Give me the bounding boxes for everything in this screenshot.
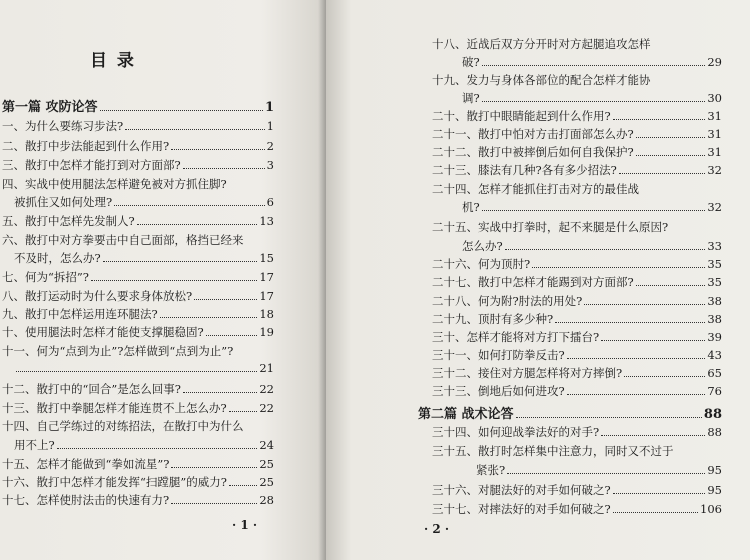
toc-entry: 三十、怎样才能将对方打下擂台? 39: [432, 330, 722, 344]
toc-entry-continuation: 机? 32: [462, 200, 722, 214]
toc-entry: 七、何为“拆招”? 17: [2, 270, 274, 284]
toc-entry-continuation: 被抓住又如何处理? 6: [14, 195, 274, 209]
toc-entry-continuation: 用不上? 24: [14, 438, 274, 452]
toc-entry-continuation: 调? 30: [462, 91, 722, 105]
toc-entry: 二十二、散打中被摔倒后如何自我保护? 31: [432, 145, 722, 159]
toc-entry: 十、使用腿法时怎样才能使支撑腿稳固? 19: [2, 325, 274, 339]
toc-entry: 三十二、接住对方腿怎样将对方摔倒? 65: [432, 366, 722, 380]
toc-entry: 二十八、何为附?肘法的用处? 38: [432, 294, 722, 308]
toc-entry: 三十三、倒地后如何进攻? 76: [432, 384, 722, 398]
toc-entry: 十九、发力与身体各部位的配合怎样才能协: [432, 73, 651, 87]
toc-entry: 二十九、顶肘有多少种? 38: [432, 312, 722, 326]
page-number: · 1 ·: [232, 518, 258, 532]
toc-entry: 六、散打中对方拳要击中自己面部，格挡已经来: [2, 233, 244, 247]
toc-entry: 十二、散打中的“回合”是怎么回事? 22: [2, 382, 274, 396]
toc-entry-continuation: 紧张? 95: [476, 463, 722, 477]
toc-entry: 十七、怎样使肘法击的快速有力? 28: [2, 493, 274, 507]
toc-entry: 四、实战中使用腿法怎样避免被对方抓住脚?: [2, 177, 227, 191]
toc-entry: 二十五、实战中打拳时，起不来腿是什么原因?: [432, 220, 669, 234]
toc-entry: 十三、散打中拳腿怎样才能连贯不上怎么办? 22: [2, 401, 274, 415]
page-number: · 2 ·: [424, 522, 450, 536]
toc-entry: 二十一、散打中怕对方击打面部怎么办? 31: [432, 127, 722, 141]
toc-entry: 二十、散打中眼睛能起到什么作用? 31: [432, 109, 722, 123]
toc-entry: 二十三、膝法有几种?各有多少招法? 32: [432, 163, 722, 177]
toc-entry: 十五、怎样才能做到“拳如流星”? 25: [2, 457, 274, 471]
toc-entry: 三十七、对摔法好的对手如何破之? 106: [432, 502, 722, 516]
toc-entry: 三、散打中怎样才能打到对方面部? 3: [2, 158, 274, 172]
toc-entry: 二十六、何为顶肘? 35: [432, 257, 722, 271]
toc-entry-continuation: 破? 29: [462, 55, 722, 69]
right-page: [326, 0, 750, 560]
toc-entry: 十八、近战后双方分开时对方起腿追攻怎样: [432, 37, 651, 51]
toc-entry: 三十一、如何打防拳反击? 43: [432, 348, 722, 362]
toc-entry: 八、散打运动时为什么要求身体放松? 17: [2, 289, 274, 303]
toc-entry: 十六、散打中怎样才能发挥“扫蹚腿”的威力? 25: [2, 475, 274, 489]
toc-entry-continuation: 21: [14, 361, 274, 375]
toc-entry: 九、散打中怎样运用连环腿法? 18: [2, 307, 274, 321]
toc-entry: 五、散打中怎样先发制人? 13: [2, 214, 274, 228]
toc-entry-continuation: 不及时，怎么办? 15: [14, 251, 274, 265]
toc-entry: 三十六、对腿法好的对手如何破之? 95: [432, 483, 722, 497]
toc-entry: 二、散打中步法能起到什么作用? 2: [2, 139, 274, 153]
toc-entry: 三十四、如何迎战拳法好的对手? 88: [432, 425, 722, 439]
toc-entry: 十四、自己学练过的对练招法，在散打中为什么: [2, 419, 244, 433]
toc-entry: 一、为什么要练习步法? 1: [2, 119, 274, 133]
toc-entry: 二十七、散打中怎样才能踢到对方面部? 35: [432, 275, 722, 289]
toc-part-heading: 第一篇 攻防论答 1: [2, 100, 274, 115]
toc-entry: 三十五、散打时怎样集中注意力，同时又不过于: [432, 444, 674, 458]
toc-entry: 二十四、怎样才能抓住打击对方的最佳战: [432, 182, 639, 196]
toc-part-heading: 第二篇 战术论答 88: [418, 407, 722, 422]
toc-title: 目 录: [90, 51, 136, 71]
toc-entry-continuation: 怎么办? 33: [462, 239, 722, 253]
toc-entry: 十一、何为“点到为止”?怎样做到“点到为止”?: [2, 344, 234, 358]
left-page: [0, 0, 326, 560]
